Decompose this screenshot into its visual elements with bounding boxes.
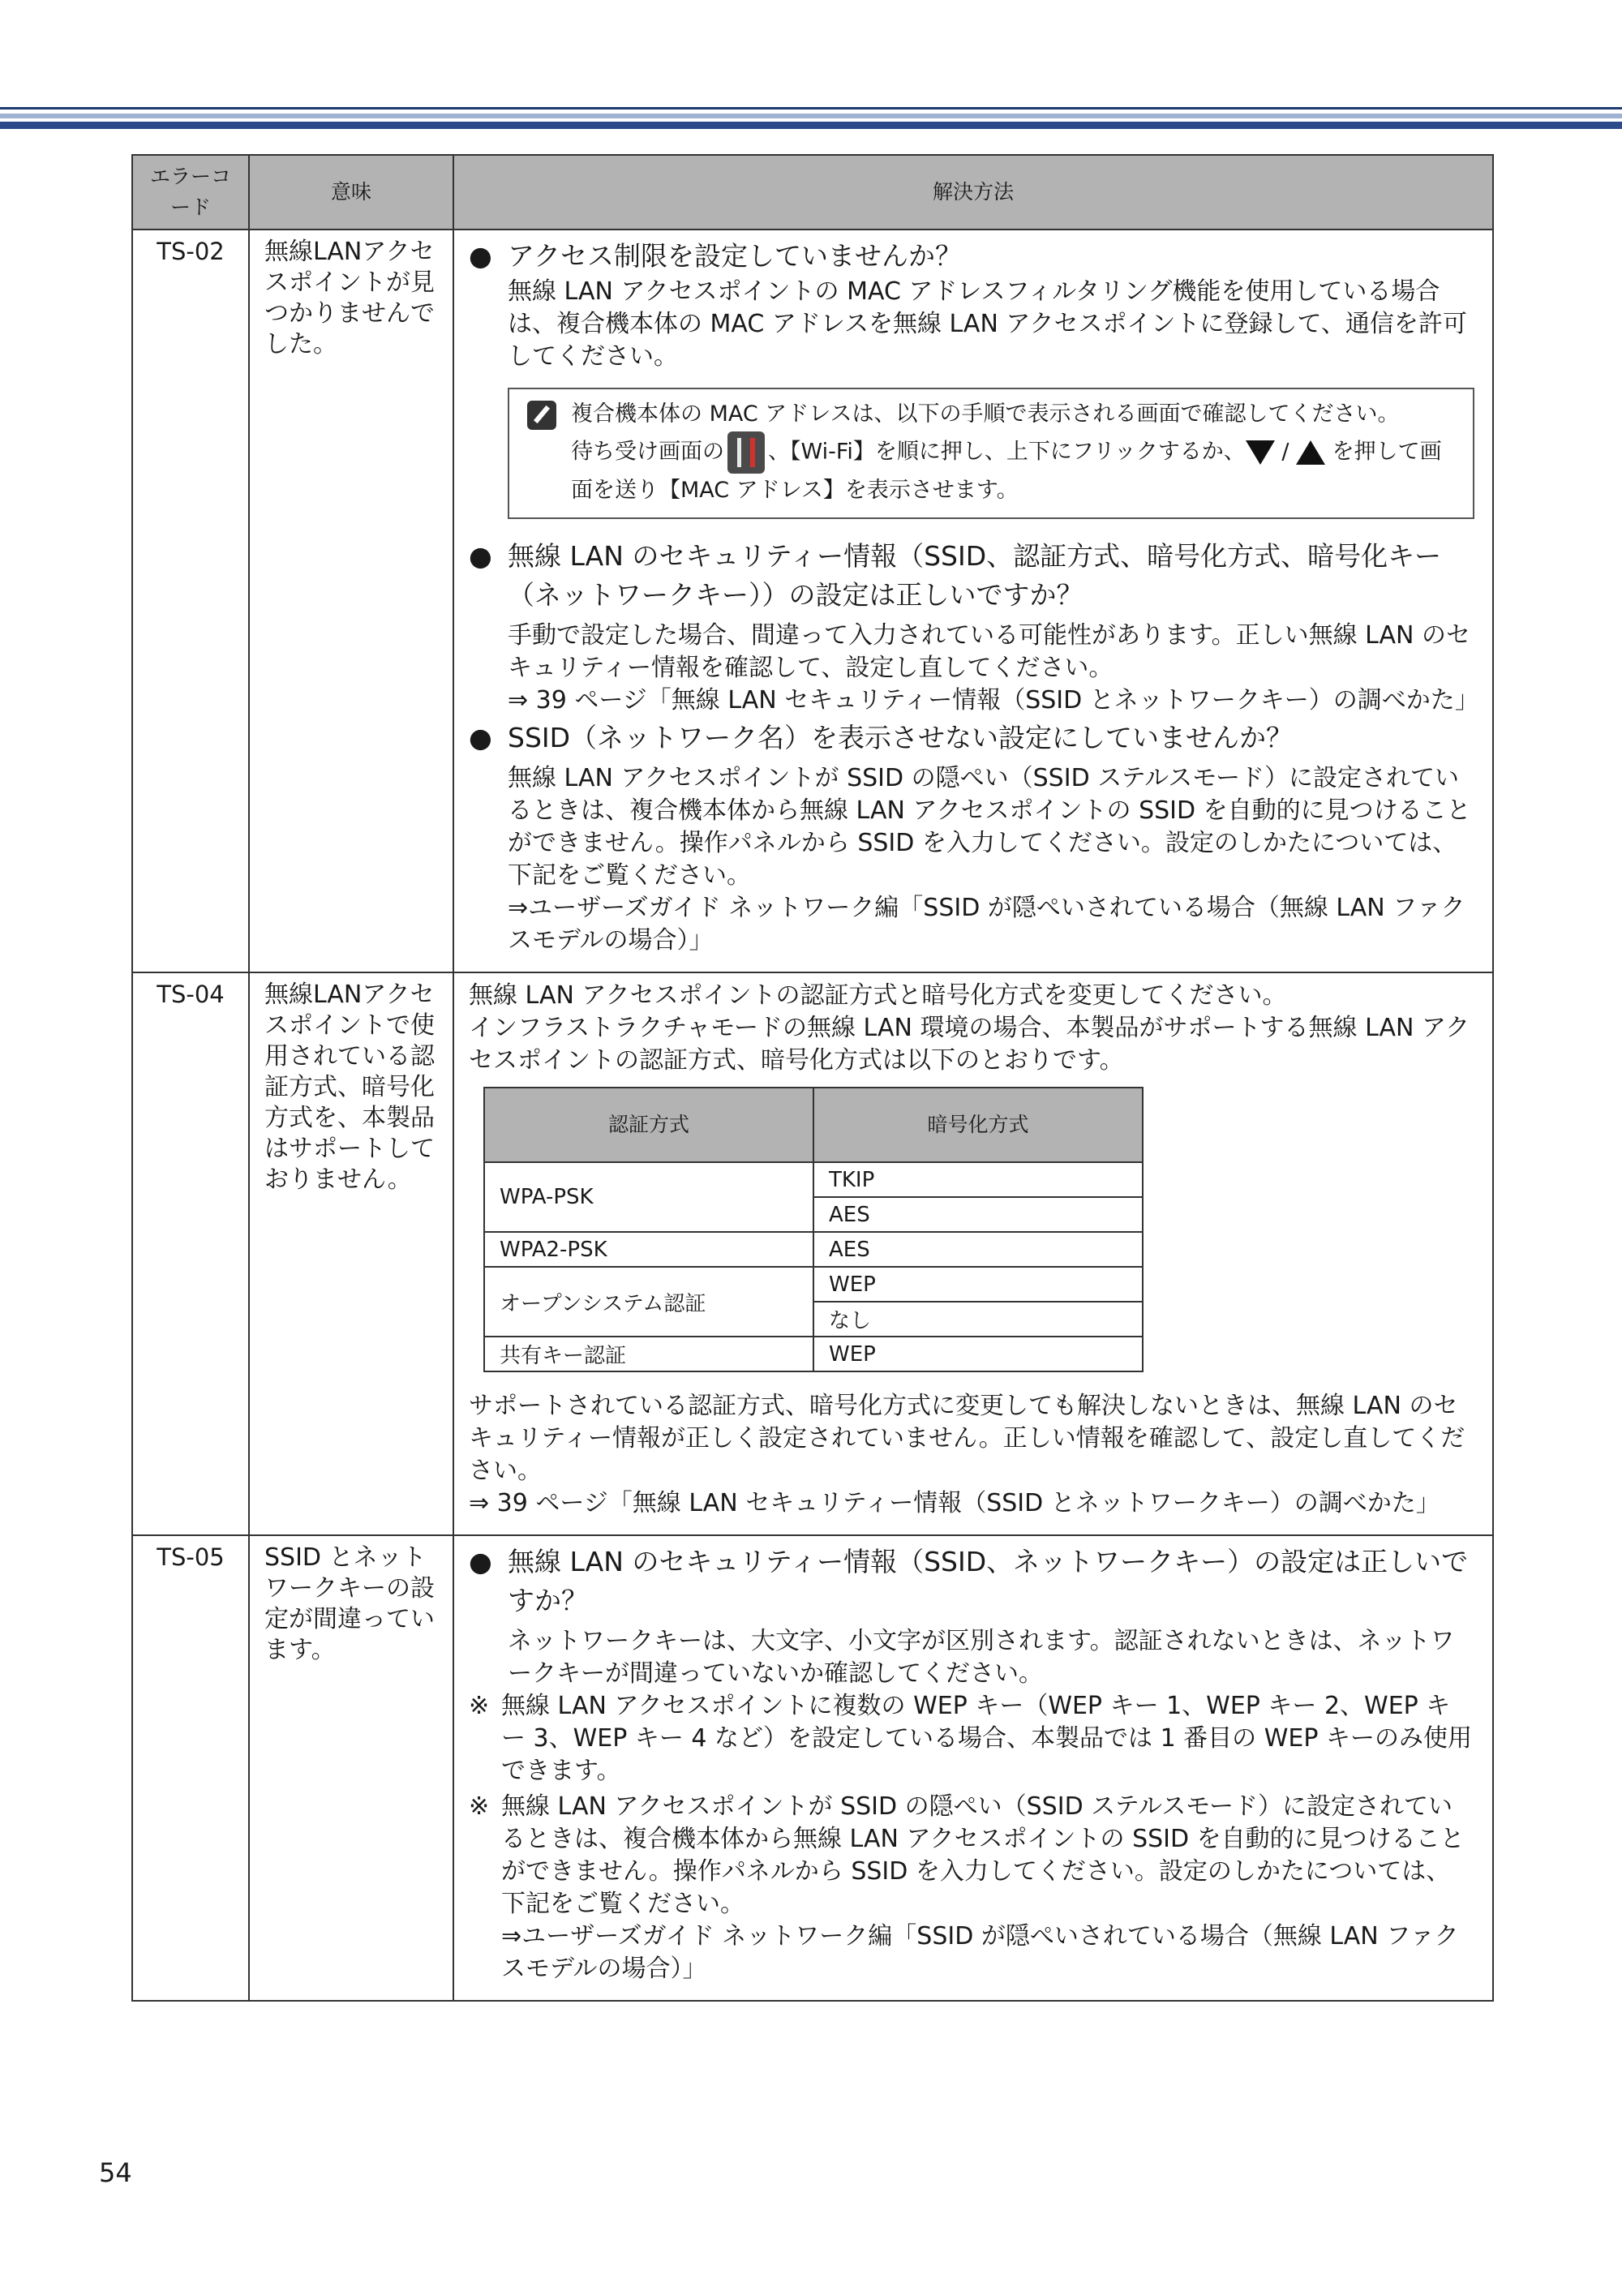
enc-header-enc: 暗号化方式 xyxy=(813,1088,1143,1162)
solution-text: 無線 LAN アクセスポイントが SSID の隠ぺい（SSID ステルスモード）に設定されているときは、複合機本体から無線 LAN アクセスポイントの SSID を自動的に見つけることができません。操作パネルから SSID を入力してください。設定のしかたについては、下記をご覧ください。 xyxy=(508,764,1471,890)
enc-header-auth: 認証方式 xyxy=(484,1088,813,1162)
error-meaning: 無線LANアクセスポイントが見つかりませんでした。 xyxy=(249,230,453,972)
enc-row xyxy=(484,1267,1143,1302)
solution-text: インフラストラクチャモードの無線 LAN 環境の場合、本製品がサポートする無線 LAN アクセスポイントの認証方式、暗号化方式は以下のとおりです。 xyxy=(469,1014,1470,1075)
enc-method: WEP xyxy=(813,1267,1143,1302)
page-reference: ⇒ 39 ページ「無線 LAN セキュリティー情報（SSID とネットワークキー）の調べかた」 xyxy=(508,686,1479,715)
memo-line: 複合機本体の MAC アドレスは、以下の手順で表示される画面で確認してください。 xyxy=(571,401,1400,427)
solution-cell xyxy=(453,972,1493,1535)
enc-method: WEP xyxy=(813,1337,1143,1371)
solution-cell xyxy=(453,1535,1493,2001)
question-heading: ● 無線 LAN のセキュリティー情報（SSID、認証方式、暗号化方式、暗号化キー（ネットワークキー））の設定は正しいですか？ xyxy=(469,537,1474,615)
note-item: ※ 無線 LAN アクセスポイントに複数の WEP キー（WEP キー 1、WEP キー 2、WEP キー 3、WEP キー 4 など）を設定している場合、本製品では 1 番目の WEP キーのみ使用できます。 xyxy=(469,1692,1472,1785)
enc-header-row xyxy=(484,1088,1143,1162)
header-rule-thick xyxy=(0,122,1622,129)
settings-tools-icon xyxy=(727,431,765,474)
question-heading: ● アクセス制限を設定していませんか？ xyxy=(469,237,1474,276)
error-code: TS-05 xyxy=(132,1535,249,2001)
header-rules xyxy=(0,107,1622,131)
error-meaning: SSID とネットワークキーの設定が間違っています。 xyxy=(249,1535,453,2001)
page-number: 54 xyxy=(99,2157,132,2188)
question-heading: ● SSID（ネットワーク名）を表示させない設定にしていませんか？ xyxy=(469,719,1474,757)
enc-row xyxy=(484,1232,1143,1267)
error-code: TS-02 xyxy=(132,230,249,972)
table-row-ts05 xyxy=(132,1535,1493,2001)
bullet-icon: ● xyxy=(469,1546,492,1577)
enc-method: AES xyxy=(813,1197,1143,1232)
enc-method: なし xyxy=(813,1302,1143,1337)
solution-cell xyxy=(453,230,1493,972)
encryption-table xyxy=(483,1087,1144,1372)
bullet-icon: ● xyxy=(469,540,492,572)
solution-text: サポートされている認証方式、暗号化方式に変更しても解決しないときは、無線 LAN のセキュリティー情報が正しく設定されていません。正しい情報を確認して、設定し直してください。 xyxy=(469,1392,1465,1485)
page-reference: ⇒ユーザーズガイド ネットワーク編「SSID が隠ぺいされている場合（無線 LAN ファクスモデルの場合）」 xyxy=(501,1922,1459,1983)
page-reference: ⇒ 39 ページ「無線 LAN セキュリティー情報（SSID とネットワークキー）の調べかた」 xyxy=(469,1489,1440,1517)
auth-method: オープンシステム認証 xyxy=(484,1267,813,1337)
table-row-ts04 xyxy=(132,972,1493,1535)
memo-line: 待ち受け画面の 、【Wi-Fi】を順に押し、上下にフリックするか、 / を押して画面を送り【MAC アドレス】を表示させます。 xyxy=(571,431,1458,508)
down-arrow-icon xyxy=(1246,440,1275,465)
note-item: ※ 無線 LAN アクセスポイントが SSID の隠ぺい（SSID ステルスモード）に設定されているときは、複合機本体から無線 LAN アクセスポイントの SSID を自動的に見つけることができません。操作パネルから SSID を入力してください。設定のしかたについては、下記をご覧ください。 xyxy=(469,1792,1465,1918)
header-meaning: 意味 xyxy=(249,155,453,230)
solution-text: 無線 LAN アクセスポイントの認証方式と暗号化方式を変更してください。 xyxy=(469,981,1287,1010)
auth-method: WPA2-PSK xyxy=(484,1232,813,1267)
table-header-row xyxy=(132,155,1493,230)
error-code: TS-04 xyxy=(132,972,249,1535)
question-heading: ● 無線 LAN のセキュリティー情報（SSID、ネットワークキー）の設定は正しいですか？ xyxy=(469,1543,1474,1620)
error-code-table xyxy=(131,154,1494,2002)
solution-text: ネットワークキーは、大文字、小文字が区別されます。認証されないときは、ネットワークキーが間違っていないか確認してください。 xyxy=(508,1627,1455,1688)
bullet-icon: ● xyxy=(469,722,492,753)
solution-text: 無線 LAN アクセスポイントの MAC アドレスフィルタリング機能を使用している場合は、複合機本体の MAC アドレスを無線 LAN アクセスポイントに登録して、通信を許可してください。 xyxy=(508,277,1467,371)
note-mark: ※ xyxy=(469,1792,490,1821)
solution-text: 手動で設定した場合、間違って入力されている可能性があります。正しい無線 LAN のセキュリティー情報を確認して、設定し直してください。 xyxy=(508,621,1471,682)
header-solution: 解決方法 xyxy=(453,155,1493,230)
header-rule-light xyxy=(0,114,1622,118)
auth-method: 共有キー認証 xyxy=(484,1337,813,1371)
note-mark: ※ xyxy=(469,1692,490,1720)
bullet-icon: ● xyxy=(469,240,492,272)
header-rule-thin xyxy=(0,107,1622,109)
enc-row xyxy=(484,1162,1143,1197)
enc-row xyxy=(484,1337,1143,1371)
enc-method: AES xyxy=(813,1232,1143,1267)
auth-method: WPA-PSK xyxy=(484,1162,813,1232)
table-row-ts02 xyxy=(132,230,1493,972)
up-arrow-icon xyxy=(1296,440,1325,465)
enc-method: TKIP xyxy=(813,1162,1143,1197)
error-meaning: 無線LANアクセスポイントで使用されている認証方式、暗号化方式を、本製品はサポートしておりません。 xyxy=(249,972,453,1535)
page-reference: ⇒ユーザーズガイド ネットワーク編「SSID が隠ぺいされている場合（無線 LAN ファクスモデルの場合）」 xyxy=(508,894,1465,955)
memo-pencil-icon xyxy=(527,401,556,430)
memo-box xyxy=(508,388,1474,519)
header-code: エラーコード xyxy=(132,155,249,230)
